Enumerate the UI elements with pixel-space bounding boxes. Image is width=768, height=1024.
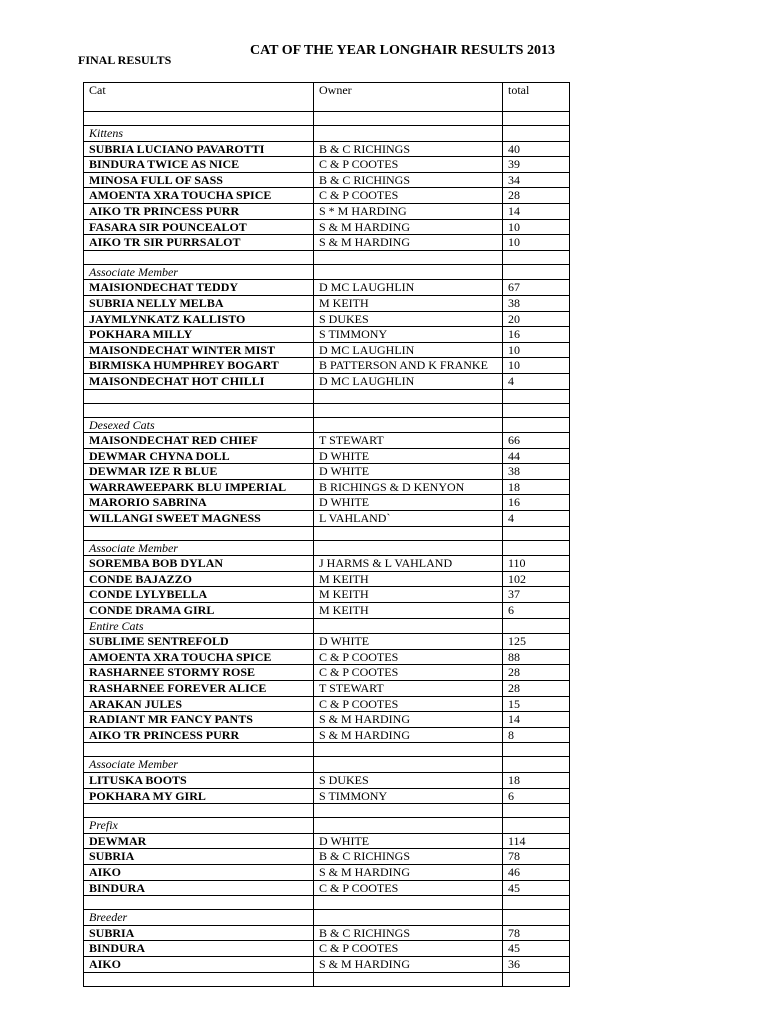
table-row — [84, 311, 570, 327]
section-label: Desexed Cats — [84, 417, 314, 433]
owner-cell: B & C RICHINGS — [314, 141, 503, 157]
cat-name-cell: AIKO TR SIR PURRSALOT — [84, 235, 314, 251]
cat-name-cell: MAISIONDECHAT TEDDY — [84, 280, 314, 296]
cat-name-cell: DEWMAR IZE R BLUE — [84, 464, 314, 480]
owner-cell: S & M HARDING — [314, 727, 503, 743]
blank-row — [84, 389, 570, 403]
owner-cell: B RICHINGS & D KENYON — [314, 479, 503, 495]
empty-cell — [503, 126, 570, 142]
owner-cell: M KEITH — [314, 603, 503, 619]
section-label: Breeder — [84, 910, 314, 926]
section-header-row — [84, 757, 570, 773]
cat-name-cell: RASHARNEE STORMY ROSE — [84, 665, 314, 681]
owner-cell: S * M HARDING — [314, 203, 503, 219]
page-title: CAT OF THE YEAR LONGHAIR RESULTS 2013 — [250, 43, 555, 58]
empty-cell — [314, 389, 503, 403]
owner-cell: T STEWART — [314, 681, 503, 697]
empty-cell — [503, 757, 570, 773]
cat-name-cell: AMOENTA XRA TOUCHA SPICE — [84, 188, 314, 204]
table-row — [84, 511, 570, 527]
table-row — [84, 696, 570, 712]
empty-cell — [503, 618, 570, 634]
cat-name-cell: MAISONDECHAT WINTER MIST — [84, 342, 314, 358]
cat-name-cell: RASHARNEE FOREVER ALICE — [84, 681, 314, 697]
section-label: Kittens — [84, 126, 314, 142]
cat-name-cell: CONDE LYLYBELLA — [84, 587, 314, 603]
owner-cell: D WHITE — [314, 833, 503, 849]
total-cell: 125 — [503, 634, 570, 650]
table-row — [84, 634, 570, 650]
owner-cell: S & M HARDING — [314, 956, 503, 972]
empty-cell — [84, 804, 314, 818]
owner-cell: D MC LAUGHLIN — [314, 342, 503, 358]
cat-name-cell: BINDURA — [84, 941, 314, 957]
owner-cell: S & M HARDING — [314, 864, 503, 880]
table-row — [84, 864, 570, 880]
table-row — [84, 727, 570, 743]
table-row — [84, 603, 570, 619]
empty-cell — [84, 972, 314, 986]
owner-cell: M KEITH — [314, 587, 503, 603]
table-row — [84, 849, 570, 865]
owner-cell: D WHITE — [314, 448, 503, 464]
section-label: Associate Member — [84, 264, 314, 280]
table-row — [84, 712, 570, 728]
table-row — [84, 219, 570, 235]
total-cell: 78 — [503, 849, 570, 865]
total-cell: 34 — [503, 172, 570, 188]
table-row — [84, 571, 570, 587]
table-row — [84, 342, 570, 358]
section-header-row — [84, 264, 570, 280]
cat-name-cell: FASARA SIR POUNCEALOT — [84, 219, 314, 235]
table-row — [84, 788, 570, 804]
total-cell: 46 — [503, 864, 570, 880]
cat-name-cell: AMOENTA XRA TOUCHA SPICE — [84, 649, 314, 665]
owner-cell: C & P COOTES — [314, 880, 503, 896]
table-row — [84, 203, 570, 219]
owner-cell: T STEWART — [314, 433, 503, 449]
cat-name-cell: MINOSA FULL OF SASS — [84, 172, 314, 188]
column-header-cat: Cat — [84, 83, 314, 112]
empty-cell — [314, 264, 503, 280]
cat-name-cell: BINDURA — [84, 880, 314, 896]
table-row — [84, 448, 570, 464]
final-results-label: FINAL RESULTS — [78, 53, 172, 67]
empty-cell — [503, 417, 570, 433]
table-row — [84, 479, 570, 495]
table-row — [84, 665, 570, 681]
table-row — [84, 649, 570, 665]
table-row — [84, 941, 570, 957]
empty-cell — [503, 910, 570, 926]
owner-cell: C & P COOTES — [314, 157, 503, 173]
owner-cell: C & P COOTES — [314, 649, 503, 665]
owner-cell: L VAHLAND` — [314, 511, 503, 527]
owner-cell: M KEITH — [314, 295, 503, 311]
table-row — [84, 280, 570, 296]
total-cell: 39 — [503, 157, 570, 173]
cat-name-cell: JAYMLYNKATZ KALLISTO — [84, 311, 314, 327]
total-cell: 20 — [503, 311, 570, 327]
table-row — [84, 681, 570, 697]
owner-cell: B & C RICHINGS — [314, 172, 503, 188]
column-header-total: total — [503, 83, 570, 112]
table-row — [84, 587, 570, 603]
empty-cell — [314, 126, 503, 142]
cat-name-cell: MAISONDECHAT RED CHIEF — [84, 433, 314, 449]
table-row — [84, 833, 570, 849]
cat-name-cell: SUBRIA LUCIANO PAVAROTTI — [84, 141, 314, 157]
cat-name-cell: DEWMAR CHYNA DOLL — [84, 448, 314, 464]
table-row — [84, 235, 570, 251]
total-cell: 102 — [503, 571, 570, 587]
cat-name-cell: SUBRIA — [84, 925, 314, 941]
owner-cell: D WHITE — [314, 495, 503, 511]
owner-cell: S DUKES — [314, 772, 503, 788]
total-cell: 38 — [503, 464, 570, 480]
table-row — [84, 495, 570, 511]
table-row — [84, 295, 570, 311]
empty-cell — [314, 526, 503, 540]
empty-cell — [503, 250, 570, 264]
owner-cell: D MC LAUGHLIN — [314, 280, 503, 296]
total-cell: 114 — [503, 833, 570, 849]
empty-cell — [314, 112, 503, 126]
total-cell: 88 — [503, 649, 570, 665]
blank-row — [84, 403, 570, 417]
table-row — [84, 172, 570, 188]
blank-row — [84, 896, 570, 910]
cat-name-cell: AIKO — [84, 864, 314, 880]
owner-cell: B & C RICHINGS — [314, 925, 503, 941]
empty-cell — [503, 526, 570, 540]
cat-name-cell: DEWMAR — [84, 833, 314, 849]
total-cell: 36 — [503, 956, 570, 972]
table-row — [84, 141, 570, 157]
table-row — [84, 327, 570, 343]
cat-name-cell: CONDE DRAMA GIRL — [84, 603, 314, 619]
cat-name-cell: AIKO TR PRINCESS PURR — [84, 727, 314, 743]
cat-name-cell: AIKO TR PRINCESS PURR — [84, 203, 314, 219]
total-cell: 10 — [503, 235, 570, 251]
total-cell: 14 — [503, 203, 570, 219]
table-header-row — [84, 83, 570, 112]
empty-cell — [503, 540, 570, 556]
empty-cell — [503, 403, 570, 417]
empty-cell — [84, 403, 314, 417]
total-cell: 18 — [503, 772, 570, 788]
blank-row — [84, 250, 570, 264]
section-label: Entire Cats — [84, 618, 314, 634]
section-label: Associate Member — [84, 540, 314, 556]
cat-name-cell: RADIANT MR FANCY PANTS — [84, 712, 314, 728]
owner-cell: S DUKES — [314, 311, 503, 327]
total-cell: 45 — [503, 941, 570, 957]
total-cell: 18 — [503, 479, 570, 495]
blank-row — [84, 804, 570, 818]
cat-name-cell: BINDURA TWICE AS NICE — [84, 157, 314, 173]
results-table — [83, 82, 570, 987]
empty-cell — [503, 896, 570, 910]
empty-cell — [503, 972, 570, 986]
total-cell: 4 — [503, 373, 570, 389]
empty-cell — [314, 804, 503, 818]
total-cell: 40 — [503, 141, 570, 157]
empty-cell — [503, 112, 570, 126]
owner-cell: S & M HARDING — [314, 219, 503, 235]
owner-cell: C & P COOTES — [314, 665, 503, 681]
empty-cell — [314, 910, 503, 926]
total-cell: 45 — [503, 880, 570, 896]
section-header-row — [84, 618, 570, 634]
cat-name-cell: WARRAWEEPARK BLU IMPERIAL — [84, 479, 314, 495]
total-cell: 16 — [503, 495, 570, 511]
blank-row — [84, 972, 570, 986]
empty-cell — [503, 389, 570, 403]
total-cell: 28 — [503, 665, 570, 681]
total-cell: 110 — [503, 556, 570, 572]
empty-cell — [314, 403, 503, 417]
empty-cell — [314, 757, 503, 773]
empty-cell — [314, 417, 503, 433]
section-header-row — [84, 417, 570, 433]
empty-cell — [314, 743, 503, 757]
owner-cell: C & P COOTES — [314, 696, 503, 712]
owner-cell: D MC LAUGHLIN — [314, 373, 503, 389]
total-cell: 8 — [503, 727, 570, 743]
section-header-row — [84, 540, 570, 556]
table-row — [84, 556, 570, 572]
empty-cell — [84, 896, 314, 910]
total-cell: 16 — [503, 327, 570, 343]
total-cell: 15 — [503, 696, 570, 712]
cat-name-cell: AIKO — [84, 956, 314, 972]
total-cell: 37 — [503, 587, 570, 603]
cat-name-cell: SUBRIA — [84, 849, 314, 865]
section-label: Prefix — [84, 818, 314, 834]
owner-cell: C & P COOTES — [314, 188, 503, 204]
total-cell: 6 — [503, 788, 570, 804]
owner-cell: S & M HARDING — [314, 712, 503, 728]
section-header-row — [84, 818, 570, 834]
total-cell: 44 — [503, 448, 570, 464]
empty-cell — [503, 818, 570, 834]
table-row — [84, 925, 570, 941]
total-cell: 38 — [503, 295, 570, 311]
cat-name-cell: WILLANGI SWEET MAGNESS — [84, 511, 314, 527]
cat-name-cell: SUBLIME SENTREFOLD — [84, 634, 314, 650]
empty-cell — [314, 896, 503, 910]
empty-cell — [314, 250, 503, 264]
cat-name-cell: POKHARA MILLY — [84, 327, 314, 343]
owner-cell: M KEITH — [314, 571, 503, 587]
empty-cell — [314, 818, 503, 834]
blank-row — [84, 526, 570, 540]
section-header-row — [84, 910, 570, 926]
owner-cell: C & P COOTES — [314, 941, 503, 957]
table-row — [84, 373, 570, 389]
owner-cell: B & C RICHINGS — [314, 849, 503, 865]
empty-cell — [84, 112, 314, 126]
empty-cell — [84, 743, 314, 757]
section-label: Associate Member — [84, 757, 314, 773]
total-cell: 14 — [503, 712, 570, 728]
cat-name-cell: BIRMISKA HUMPHREY BOGART — [84, 358, 314, 374]
section-header-row — [84, 126, 570, 142]
cat-name-cell: POKHARA MY GIRL — [84, 788, 314, 804]
cat-name-cell: LITUSKA BOOTS — [84, 772, 314, 788]
table-row — [84, 880, 570, 896]
owner-cell: S & M HARDING — [314, 235, 503, 251]
cat-name-cell: ARAKAN JULES — [84, 696, 314, 712]
owner-cell: S TIMMONY — [314, 327, 503, 343]
owner-cell: S TIMMONY — [314, 788, 503, 804]
cat-name-cell: SUBRIA NELLY MELBA — [84, 295, 314, 311]
empty-cell — [84, 389, 314, 403]
table-row — [84, 772, 570, 788]
total-cell: 66 — [503, 433, 570, 449]
total-cell: 10 — [503, 342, 570, 358]
owner-cell: D WHITE — [314, 634, 503, 650]
owner-cell: D WHITE — [314, 464, 503, 480]
owner-cell: J HARMS & L VAHLAND — [314, 556, 503, 572]
empty-cell — [84, 526, 314, 540]
total-cell: 10 — [503, 219, 570, 235]
cat-name-cell: MARORIO SABRINA — [84, 495, 314, 511]
total-cell: 28 — [503, 681, 570, 697]
table-row — [84, 188, 570, 204]
table-row — [84, 157, 570, 173]
table-row — [84, 464, 570, 480]
empty-cell — [503, 804, 570, 818]
total-cell: 28 — [503, 188, 570, 204]
results-table-body — [84, 83, 570, 987]
total-cell: 4 — [503, 511, 570, 527]
empty-cell — [503, 743, 570, 757]
cat-name-cell: MAISONDECHAT HOT CHILLI — [84, 373, 314, 389]
empty-cell — [314, 618, 503, 634]
blank-row — [84, 112, 570, 126]
blank-row — [84, 743, 570, 757]
table-row — [84, 358, 570, 374]
table-row — [84, 433, 570, 449]
empty-cell — [314, 972, 503, 986]
cat-name-cell: SOREMBA BOB DYLAN — [84, 556, 314, 572]
empty-cell — [84, 250, 314, 264]
empty-cell — [503, 264, 570, 280]
total-cell: 6 — [503, 603, 570, 619]
empty-cell — [314, 540, 503, 556]
owner-cell: B PATTERSON AND K FRANKE — [314, 358, 503, 374]
total-cell: 10 — [503, 358, 570, 374]
total-cell: 78 — [503, 925, 570, 941]
table-row — [84, 956, 570, 972]
cat-name-cell: CONDE BAJAZZO — [84, 571, 314, 587]
column-header-owner: Owner — [314, 83, 503, 112]
total-cell: 67 — [503, 280, 570, 296]
